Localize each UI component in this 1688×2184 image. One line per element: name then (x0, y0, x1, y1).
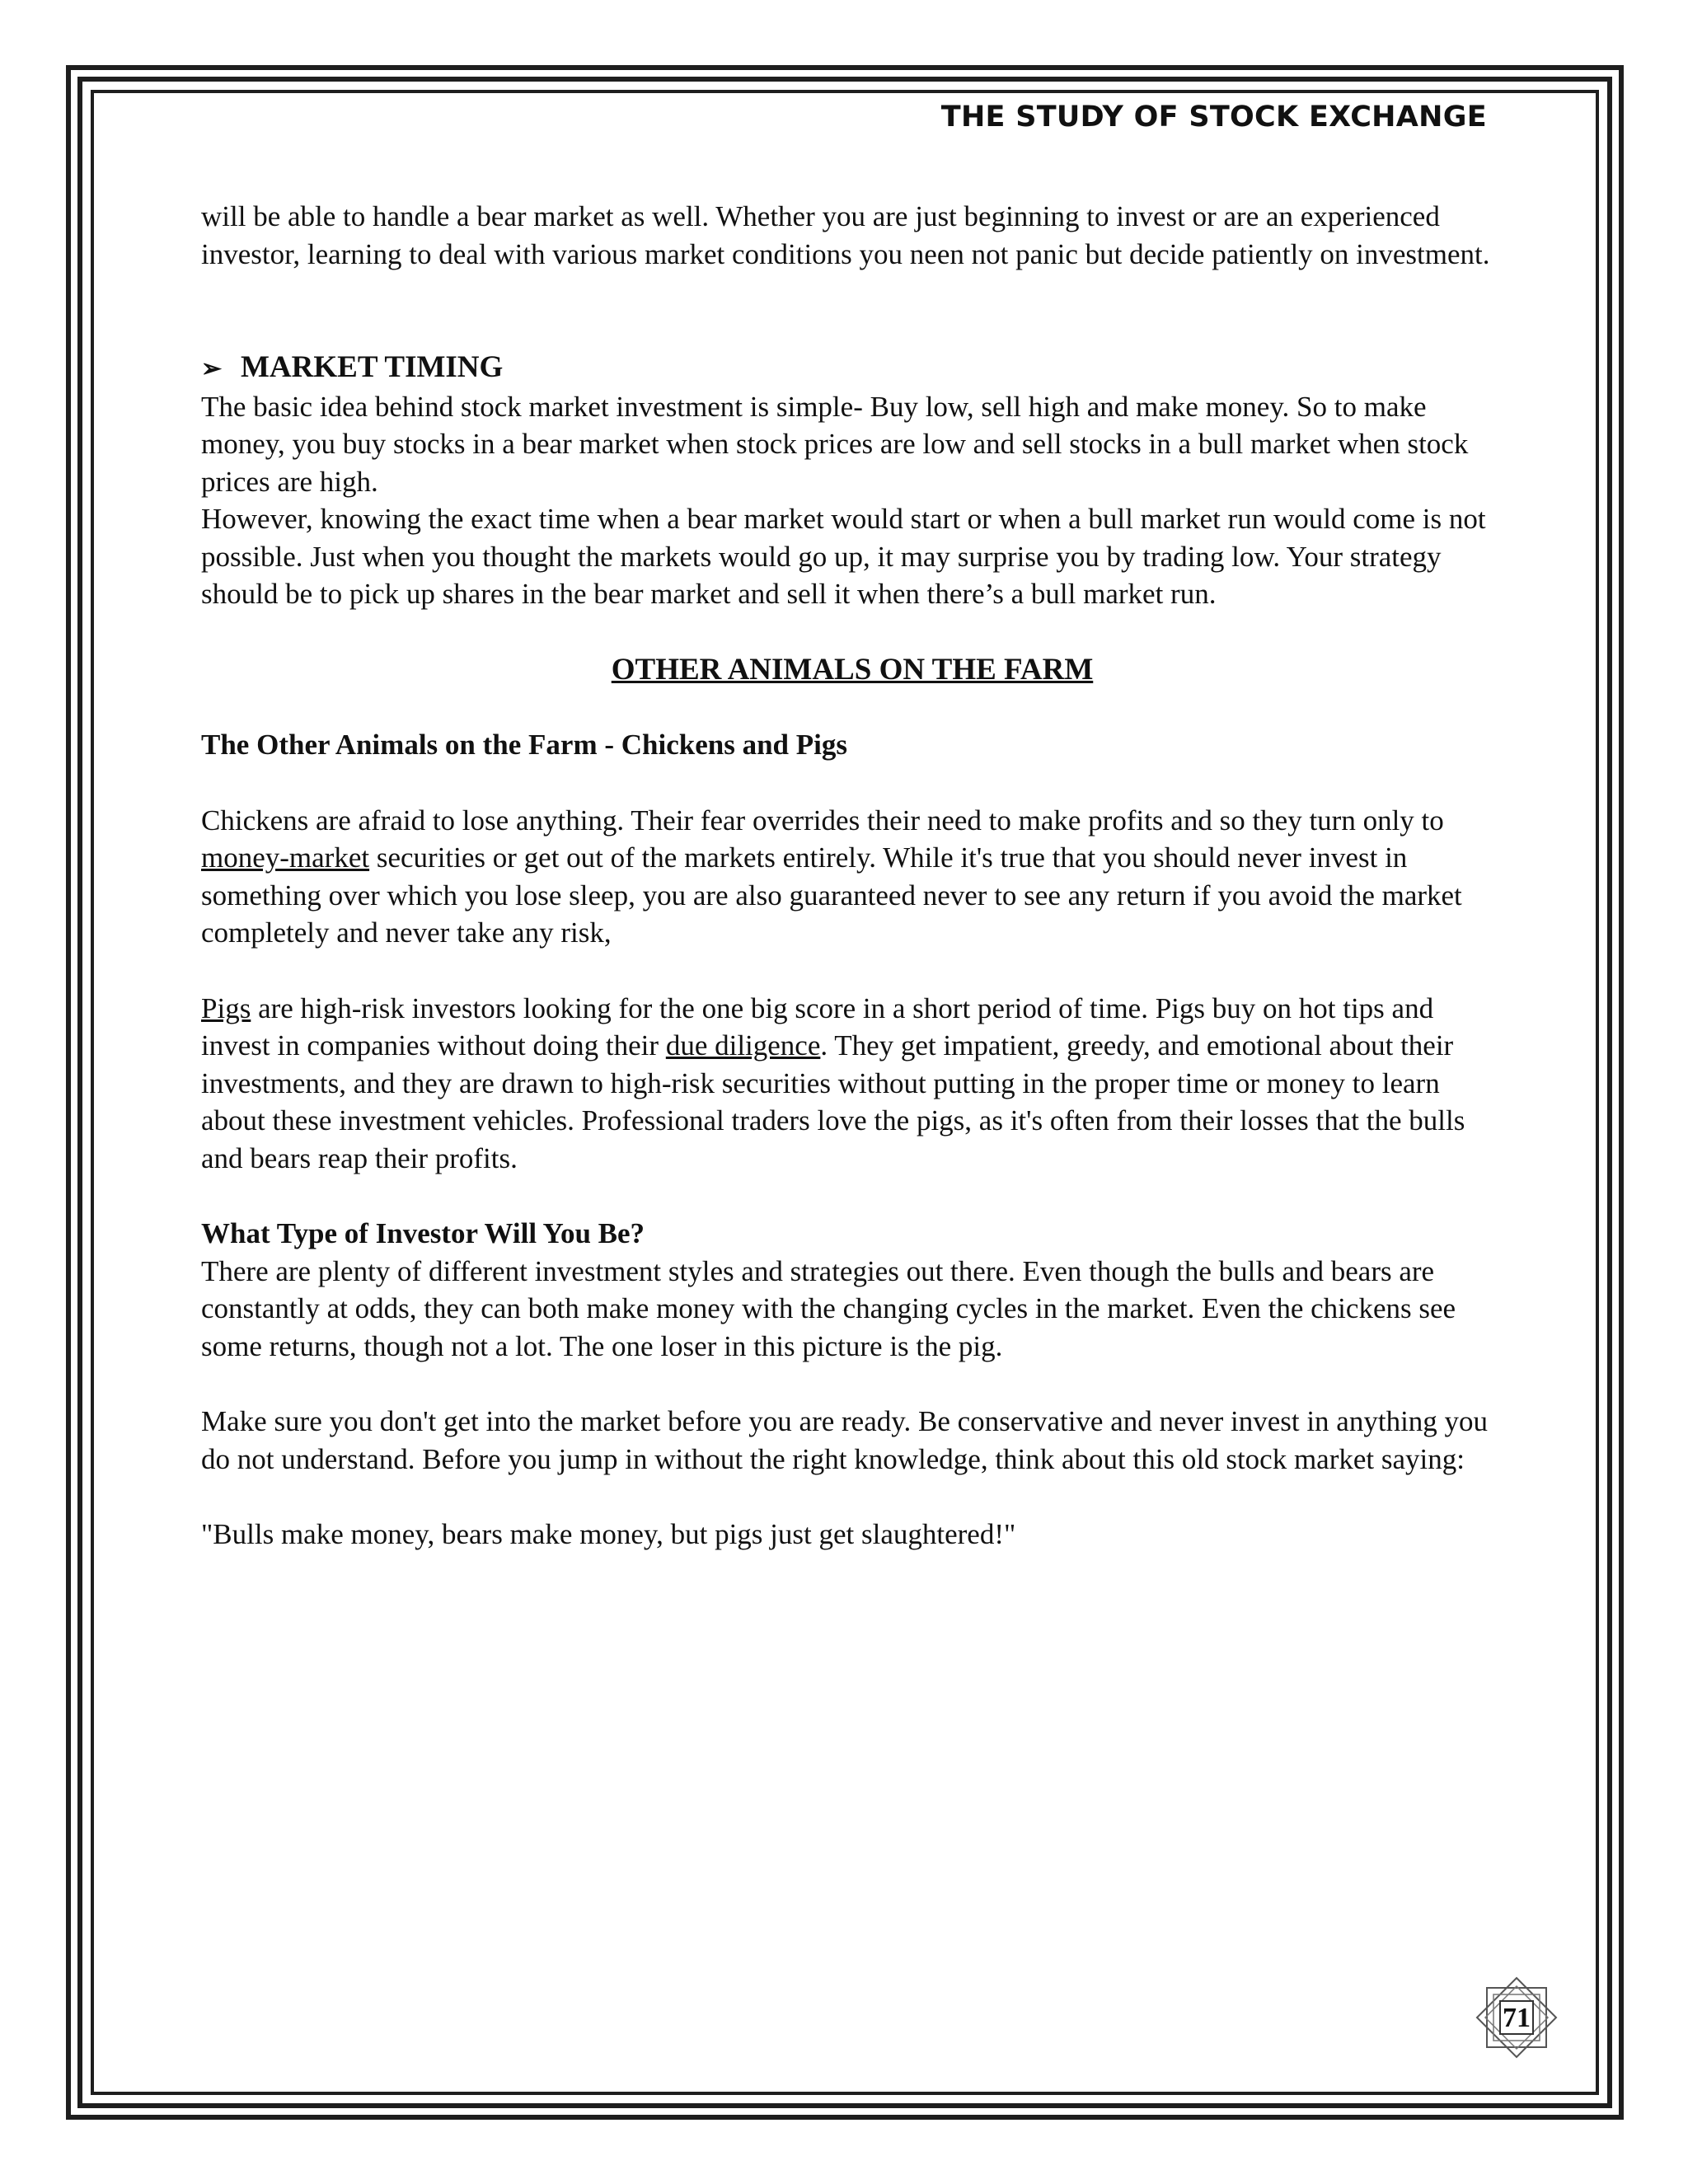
section-title: OTHER ANIMALS ON THE FARM (611, 652, 1094, 687)
market-timing-paragraph-2: However, knowing the exact time when a bear market would start or when a bull market run would come is not possible. Just when you thought the markets would go up, it may surprise you by trading low. Your strategy should be to pick up shares in the bear market and sell it when there’s a bull market run. (201, 503, 1486, 610)
page-number: 71 (1503, 2003, 1531, 2033)
page-body (201, 198, 1503, 1554)
sub-heading-investor-type: What Type of Investor Will You Be? (201, 1217, 645, 1249)
chickens-text-1: Chickens are afraid to lose anything. Their fear overrides their need to make profits and so they turn only to (201, 804, 1444, 837)
market-timing-paragraph-1: The basic idea behind stock market investment is simple- Buy low, sell high and make money. So to make money, you buy stocks in a bear market when stock prices are low and sell stocks in a bull market when stock prices are high. (201, 390, 1469, 498)
arrow-bullet-icon: ➢ (201, 355, 223, 382)
market-timing-heading (201, 349, 1503, 388)
pigs-text-2: . They get impatient, greedy, and emotional about their investments, and they are drawn to high-risk securities without putting in the proper time or money to learn about these investment vehicles. Professional traders love the pigs, as it's often from their losses that the bulls and bears reap their profits. (201, 1029, 1465, 1174)
pigs-text-1: are high-risk investors looking for the one big score in a short period of time. Pigs buy on hot tips and invest in companies without doing their (201, 991, 1434, 1062)
quote-paragraph: "Bulls make money, bears make money, but pigs just get slaughtered!" (201, 1518, 1016, 1550)
running-header: THE STUDY OF STOCK EXCHANGE (940, 101, 1487, 134)
market-timing-heading-text: MARKET TIMING (241, 350, 504, 384)
advice-paragraph: Make sure you don't get into the market before you are ready. Be conservative and never invest in anything you do not understand. Before you jump in without the right knowledge, think about this old stock market saying: (201, 1405, 1489, 1475)
chickens-paragraph (201, 802, 1503, 952)
money-market-link[interactable]: money-market (201, 841, 370, 874)
sub-heading-chickens-pigs: The Other Animals on the Farm - Chickens and Pigs (201, 729, 847, 761)
investor-type-paragraph: There are plenty of different investment styles and strategies out there. Even though the bulls and bears are constantly at odds, they can both make money with the changing cycles in the market. Even the chickens see some returns, though not a lot. The one loser in this picture is the pig. (201, 1254, 1456, 1362)
pigs-paragraph (201, 990, 1503, 1178)
due-diligence-link[interactable]: due diligence (665, 1029, 821, 1062)
chickens-text-2: securities or get out of the markets entirely. While it's true that you should never invest in something over which you lose sleep, you are also guaranteed never to see any return if you avoid the market completely and never take any risk, (201, 841, 1462, 949)
intro-paragraph: will be able to handle a bear market as well. Whether you are just beginning to invest or are an experienced investor, learning to deal with various market conditions you neen not panic but decide patiently on investment. (201, 200, 1490, 270)
pigs-link[interactable]: Pigs (201, 991, 251, 1024)
page-number-badge (1475, 1976, 1558, 2059)
